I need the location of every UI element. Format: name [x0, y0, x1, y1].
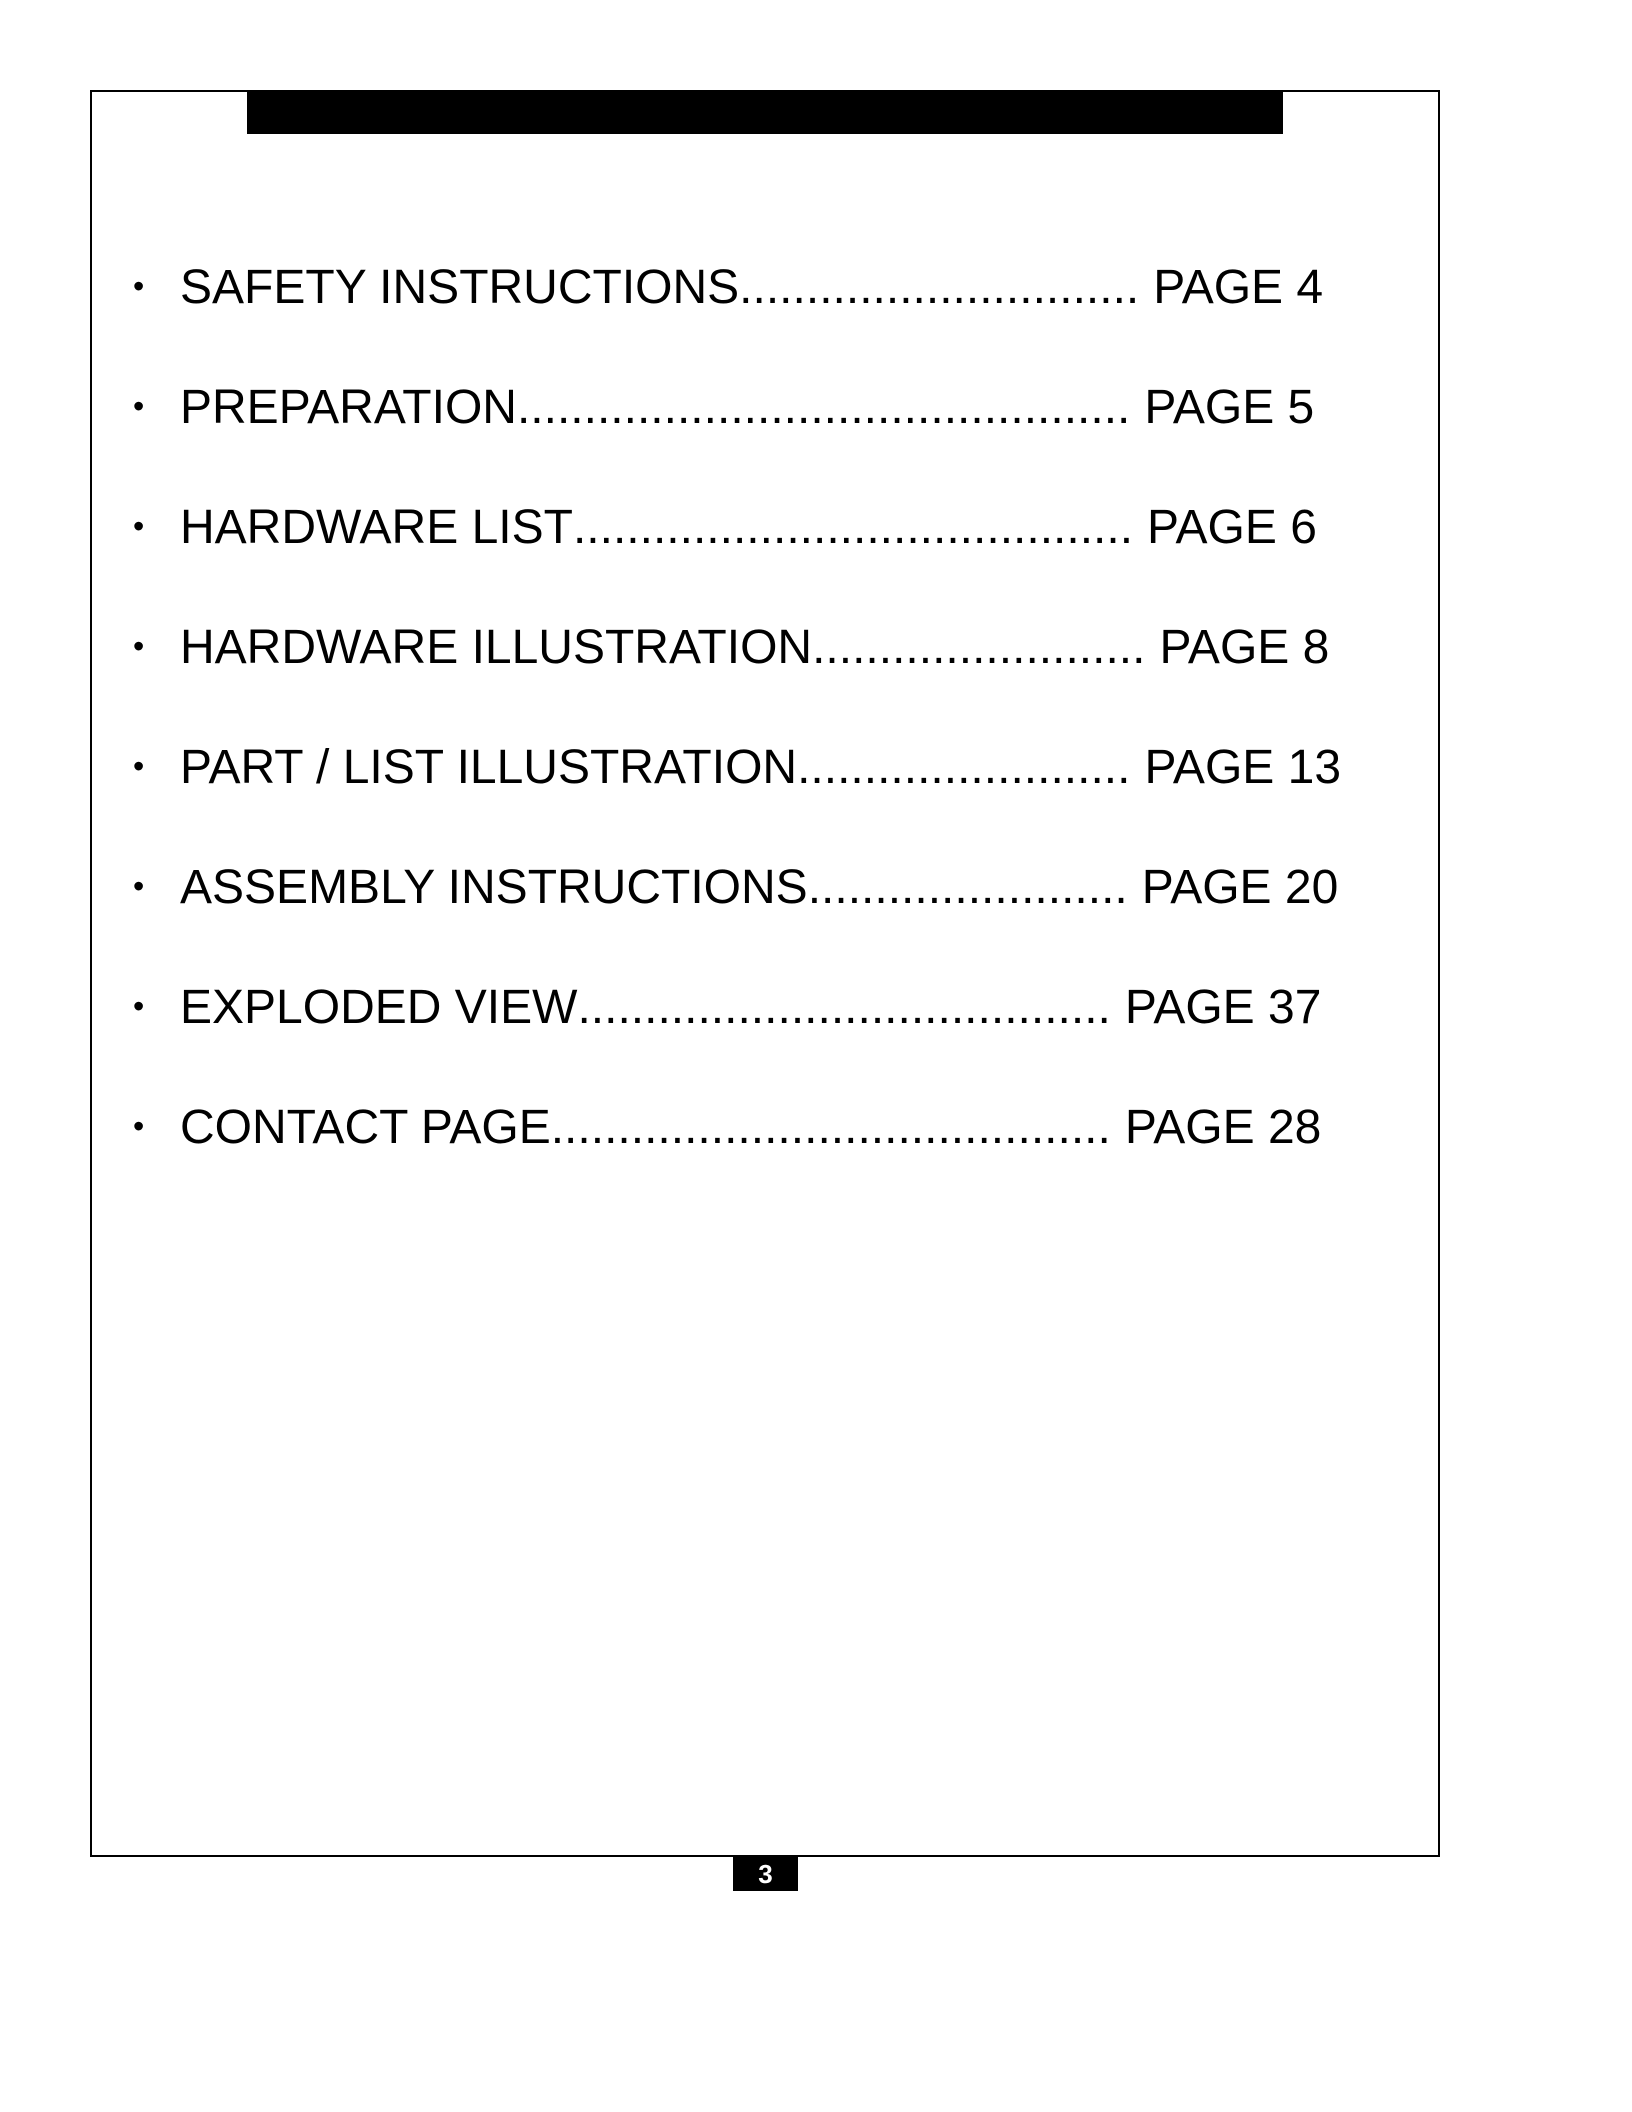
bullet-icon: •	[133, 268, 145, 304]
toc-item-part-list-illustration[interactable]	[133, 738, 1341, 798]
bullet-icon: •	[133, 748, 145, 784]
bullet-icon: •	[133, 508, 145, 544]
toc-leader-dots: ........................................	[577, 981, 1111, 1034]
toc-item-page: PAGE 4	[1153, 261, 1324, 314]
toc-item-hardware-list[interactable]	[133, 498, 1317, 558]
toc-item-safety-instructions[interactable]	[133, 258, 1323, 318]
toc-item-page: PAGE 37	[1124, 981, 1322, 1034]
toc-item-assembly-instructions[interactable]	[133, 858, 1338, 918]
toc-leader-dots: ..........................................	[572, 501, 1134, 554]
toc-item-label: ASSEMBLY INSTRUCTIONS	[180, 861, 808, 914]
toc-item-label: HARDWARE LIST	[180, 501, 573, 554]
bullet-icon: •	[133, 628, 145, 664]
toc-leader-dots: ..............................................	[516, 381, 1131, 434]
toc-item-page: PAGE 28	[1124, 1101, 1322, 1154]
toc-leader-dots: ..............................	[739, 261, 1140, 314]
toc-item-label: EXPLODED VIEW	[180, 981, 578, 1034]
toc-item-label: SAFETY INSTRUCTIONS	[180, 261, 740, 314]
bullet-icon: •	[133, 868, 145, 904]
toc-item-contact-page[interactable]	[133, 1098, 1321, 1158]
toc-item-page: PAGE 5	[1144, 381, 1315, 434]
toc-item-label: CONTACT PAGE	[180, 1101, 551, 1154]
toc-item-label: HARDWARE ILLUSTRATION	[180, 621, 813, 674]
toc-item-page: PAGE 8	[1159, 621, 1330, 674]
toc-item-page: PAGE 13	[1144, 741, 1342, 794]
bullet-icon: •	[133, 388, 145, 424]
toc-leader-dots: .........................	[797, 741, 1131, 794]
page-number: 3	[733, 1857, 798, 1891]
page-frame	[90, 90, 1440, 1857]
toc-leader-dots: .........................	[812, 621, 1146, 674]
bullet-icon: •	[133, 1108, 145, 1144]
toc-item-label: PREPARATION	[180, 381, 517, 434]
toc-item-page: PAGE 6	[1147, 501, 1317, 554]
toc-item-label: PART / LIST ILLUSTRATION	[180, 741, 798, 794]
header-bar	[247, 90, 1283, 134]
bullet-icon: •	[133, 988, 145, 1024]
toc-item-page: PAGE 20	[1141, 861, 1339, 914]
toc-leader-dots: ..........................................	[550, 1101, 1111, 1154]
toc-item-preparation[interactable]	[133, 378, 1314, 438]
toc-item-exploded-view[interactable]	[133, 978, 1321, 1038]
toc-leader-dots: ........................	[807, 861, 1128, 914]
toc-item-hardware-illustration[interactable]	[133, 618, 1329, 678]
